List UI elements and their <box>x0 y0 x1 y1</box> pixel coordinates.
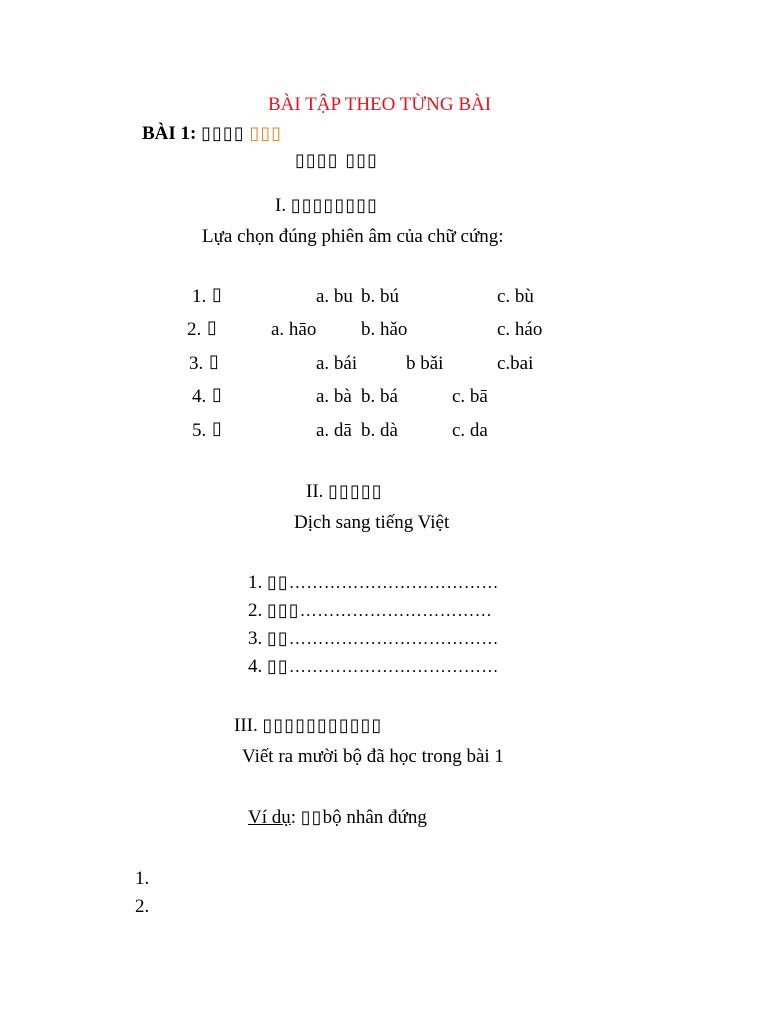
section3-instruction: Viết ra mười bộ đã học trong bài 1 <box>242 746 504 767</box>
section1-numeral: I. <box>275 195 287 216</box>
question-num: 3. <box>189 353 204 374</box>
question-char: ▯ <box>212 284 223 305</box>
translate-chars: ▯▯▯ <box>267 600 300 621</box>
option-a: a. hāo <box>271 319 317 340</box>
translate-chars: ▯▯ <box>267 572 289 593</box>
section1-instruction: Lựa chọn đúng phiên âm của chữ cứng: <box>202 226 504 247</box>
question-num: 2. <box>187 319 202 340</box>
section1-heading <box>275 196 378 215</box>
section3-numeral: III. <box>234 715 258 736</box>
translate-chars: ▯▯ <box>267 656 289 677</box>
option-c: c. da <box>452 420 488 441</box>
page-title: BÀI TẬP THEO TỪNG BÀI <box>268 94 492 115</box>
option-a: a. bà <box>316 386 352 407</box>
lesson-label: BÀI 1: <box>142 123 197 144</box>
example-text: bộ nhân đứng <box>322 807 427 828</box>
section3-cjk: ▯▯▯▯▯▯▯▯▯▯▯ <box>262 715 383 736</box>
option-c: c.bai <box>497 353 534 374</box>
example-colon: : <box>290 807 297 828</box>
section3-heading <box>234 716 382 735</box>
option-b: b. dà <box>361 420 398 441</box>
question-num: 5. <box>192 420 207 441</box>
translate-item <box>248 657 499 676</box>
section1-cjk: ▯▯▯▯▯▯▯▯ <box>290 195 379 216</box>
question-num: 4. <box>192 386 207 407</box>
answer-line[interactable]: 1. <box>135 868 150 889</box>
lesson-cjk-highlight: ▯▯▯ <box>249 123 283 144</box>
translate-num: 2. <box>248 600 263 621</box>
translate-chars: ▯▯ <box>267 628 289 649</box>
example-line <box>248 808 427 827</box>
example-label: Ví dụ <box>248 807 291 828</box>
question-char: ▯ <box>212 384 223 405</box>
section2-heading <box>306 482 383 501</box>
lesson-subheading: ▯▯▯▯ ▯▯▯ <box>295 150 379 171</box>
question-num: 1. <box>192 286 207 307</box>
option-a: a. bái <box>316 353 358 374</box>
section2-cjk: ▯▯▯▯▯ <box>328 481 383 502</box>
option-c: c. bā <box>452 386 488 407</box>
translate-item <box>248 629 499 648</box>
option-c: c. bù <box>497 286 534 307</box>
translate-blank[interactable]: ……………………………… <box>288 573 499 592</box>
translate-num: 4. <box>248 656 263 677</box>
question-char: ▯ <box>212 418 223 439</box>
option-b: b. hǎo <box>361 319 408 340</box>
lesson-header <box>142 124 282 143</box>
option-c: c. háo <box>497 319 543 340</box>
option-b: b bǎi <box>406 353 444 374</box>
translate-item <box>248 601 492 620</box>
translate-num: 3. <box>248 628 263 649</box>
answer-line[interactable]: 2. <box>135 896 150 917</box>
translate-blank[interactable]: …………………………… <box>299 601 493 620</box>
lesson-cjk-heading: ▯▯▯▯ <box>201 123 245 144</box>
option-b: b. bá <box>361 386 398 407</box>
section2-numeral: II. <box>306 481 324 502</box>
translate-blank[interactable]: ……………………………… <box>288 657 499 676</box>
option-b: b. bú <box>361 286 399 307</box>
example-chars: ▯▯ <box>300 807 323 828</box>
option-a: a. bu <box>316 286 353 307</box>
translate-blank[interactable]: ……………………………… <box>288 629 499 648</box>
question-char: ▯ <box>209 351 220 372</box>
question-char: ▯ <box>207 317 218 338</box>
translate-item <box>248 573 499 592</box>
translate-num: 1. <box>248 572 263 593</box>
option-a: a. dā <box>316 420 352 441</box>
section2-instruction: Dịch sang tiếng Việt <box>294 512 450 533</box>
